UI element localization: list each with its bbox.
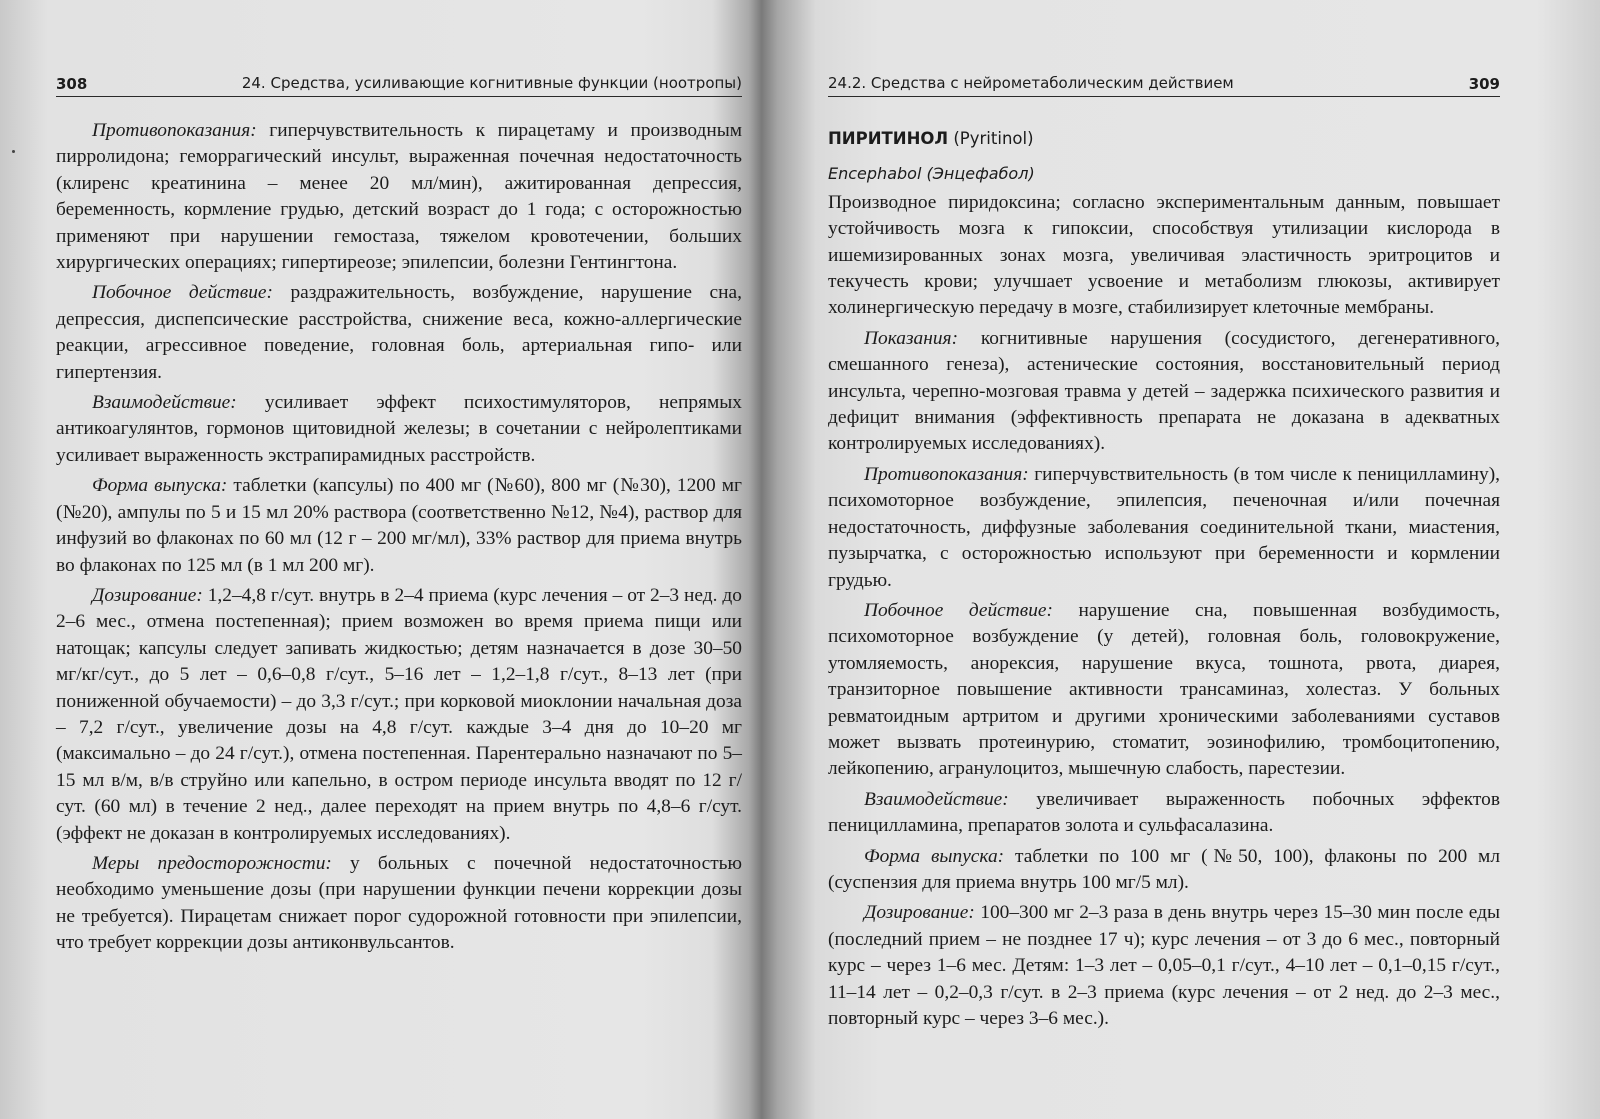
section-term: Побочное действие: [92, 282, 273, 304]
section-text: когнитивные нарушения (сосудистого, дегенеративного, смешанного генеза), астенические состояния, восстановительный период инсульта, черепно-мозговая травма у детей – задержка психического развития и дефицит внимания (эффективность препарата не доказана в адекватных контролируемых исследованиях). [828, 327, 1500, 455]
left-page-header [56, 66, 742, 97]
section-term: Форма выпуска: [864, 845, 1005, 867]
section-text: гиперчувствительность к пирацетаму и производным пирролидона; геморрагический инсульт, выраженная почечная недостаточность (клиренс креатинина – менее 20 мл/мин), ажитированная депрессия, беременность, кормление грудью, детский возраст до 1 года; с осторожностью применяют при нарушении гемостаза, тяжелом кровотечении, больших хирургических операциях; гипертиреозе; эпилепсии, болезни Гентингтона. [56, 120, 742, 274]
section-text: раздражительность, возбуждение, нарушение сна, депрессия, диспепсические расстройства, снижение веса, кожно-аллергические реакции, агрессивное поведение, головная боль, артериальная гипо- или гипертензия. [56, 282, 742, 383]
section-text: увеличивает выраженность побочных эффектов пеницилламина, препаратов золота и сульфасалазина. [828, 788, 1500, 837]
right-paragraph [828, 844, 1500, 897]
drug-heading [828, 126, 1500, 152]
section-text: 100–300 мг 2–3 раза в день внутрь через 15–30 мин после еды (последний прием – не позднее 17 ч); курс лечения – от 3 до 6 мес., повторный курс – через 1–6 мес. Детям: 1–3 лет – 0,05–0,1 г/сут., 4–10 лет – 0,1–0,15 г/сут., 11–14 лет – 0,2–0,3 г/сут. в 2–3 приема (курс лечения – от 2 нед. до 2–3 мес., повторный курс – через 3–6 мес.). [828, 902, 1500, 1029]
left-page [0, 0, 790, 1119]
left-running-title: 24. Средства, усиливающие когнитивные функции (ноотропы) [241, 74, 742, 92]
right-paragraph [828, 787, 1500, 840]
section-term: Дозирование: [92, 584, 203, 606]
section-term: Дозирование: [864, 902, 975, 924]
drug-name: ПИРИТИНОЛ [828, 129, 949, 148]
section-text: у больных с почечной недостаточностью необходимо уменьшение дозы (при нарушении функции печени коррекции дозы не требуется). Пирацетам снижает порог судорожной готовности при эпилепсии, что требует коррекции дозы антиконвульсантов. [56, 852, 743, 954]
left-paragraph [56, 118, 742, 276]
section-text: таблетки по 100 мг (№50, 100), флаконы по 200 мл (суспензия для приема внутрь 100 мг/5 мл). [828, 845, 1500, 893]
section-term: Взаимодействие: [864, 788, 1009, 810]
left-paragraph [56, 851, 742, 957]
section-term: Меры предосторожности: [92, 852, 332, 874]
left-paragraph [56, 280, 742, 386]
section-term: Противопоказания: [864, 463, 1029, 485]
section-term: Форма выпуска: [92, 475, 228, 497]
trade-name: Encephabol (Энцефабол) [828, 164, 1035, 184]
left-paragraph [56, 473, 742, 579]
left-page-body [56, 118, 742, 961]
section-text: таблетки (капсулы) по 400 мг (№60), 800 мг (№30), 1200 мг (№20), ампулы по 5 и 15 мл 20% раствора (соответственно №12, №4), раствор для инфузий во флаконах по 60 мл (12 г – 200 мг/мл), 33% раствор для приема внутрь во флаконах по 125 мл (в 1 мл 200 мг). [56, 475, 742, 576]
right-page-number: 309 [1468, 75, 1500, 93]
section-term: Взаимодействие: [92, 392, 237, 414]
right-paragraph [828, 462, 1500, 594]
right-page [790, 0, 1600, 1119]
section-text: гиперчувствительность (в том числе к пеницилламину), психомоторное возбуждение, эпилепсия, печеночная и/или почечная недостаточность, диффузные заболевания соединительной ткани, миастения, пузырчатка, с осторожностью используют при беременности и кормлении грудью. [828, 463, 1500, 591]
drug-intro: Производное пиридоксина; согласно экспериментальным данным, повышает устойчивость мозга к гипоксии, способствуя утилизации кислорода в ишемизированных зонах мозга, увеличивая эластичность эритроцитов и текучесть крови; улучшает усвоение и метаболизм глюкозы, активирует холинергическую передачу в мозге, стабилизирует клеточные мембраны. [828, 191, 1500, 319]
right-page-header [828, 66, 1500, 97]
right-paragraph [828, 598, 1500, 783]
right-paragraph [828, 900, 1500, 1032]
section-term: Показания: [864, 327, 959, 349]
left-paragraph [56, 390, 742, 469]
section-text: нарушение сна, повышенная возбудимость, психомоторное возбуждение (у детей), головная боль, головокружение, утомляемость, анорексия, нарушение вкуса, тошнота, рвота, диарея, транзиторное повышение активности трансаминаз, холестаз. У больных ревматоидным артритом и другими хроническими заболеваниями суставов может вызвать протеинурию, стоматит, эозинофилию, тромбоцитопению, лейкопению, агранулоцитоз, мышечную слабость, парестезии. [828, 599, 1501, 780]
section-text: усиливает эффект психостимуляторов, непрямых антикоагулянтов, гормонов щитовидной железы; в сочетании с нейролептиками усиливает выраженность экстрапирамидных расстройств. [56, 392, 742, 466]
section-term: Побочное действие: [864, 599, 1053, 621]
drug-latin-name: (Pyritinol) [953, 129, 1034, 148]
right-running-title: 24.2. Средства с нейрометаболическим действием [828, 74, 1234, 92]
left-paragraph [56, 583, 742, 847]
right-paragraph [828, 326, 1500, 458]
section-text: 1,2–4,8 г/сут. внутрь в 2–4 приема (курс лечения – от 2–3 нед. до 2–6 мес., отмена постепенная); прием возможен во время приема пищи или натощак; капсулы следует запивать жидкостью; детям назначается в дозе 30–50 мг/кг/сут., до 5 лет – 0,6–0,8 г/сут., 5–16 лет – 1,2–1,8 г/сут., 8–13 лет (при пониженной обучаемости) – до 3,3 г/сут.; при корковой миоклонии начальная доза – 7,2 г/сут., увеличение дозы на 4,8 г/сут. каждые 3–4 дня до 10–20 мг (максимально – до 24 г/сут.), отмена постепенная. Парентерально назначают по 5–15 мл в/м, в/в струйно или капельно, в остром периоде инсульта вводят по 12 г/сут. (60 мл) в течение 2 нед., далее переходят на прием внутрь по 4,8–6 г/сут. (эффект не доказан в контролируемых исследованиях). [56, 584, 742, 844]
left-page-number: 308 [56, 75, 88, 93]
section-term: Противопоказания: [92, 120, 257, 141]
right-page-body [828, 126, 1500, 1036]
